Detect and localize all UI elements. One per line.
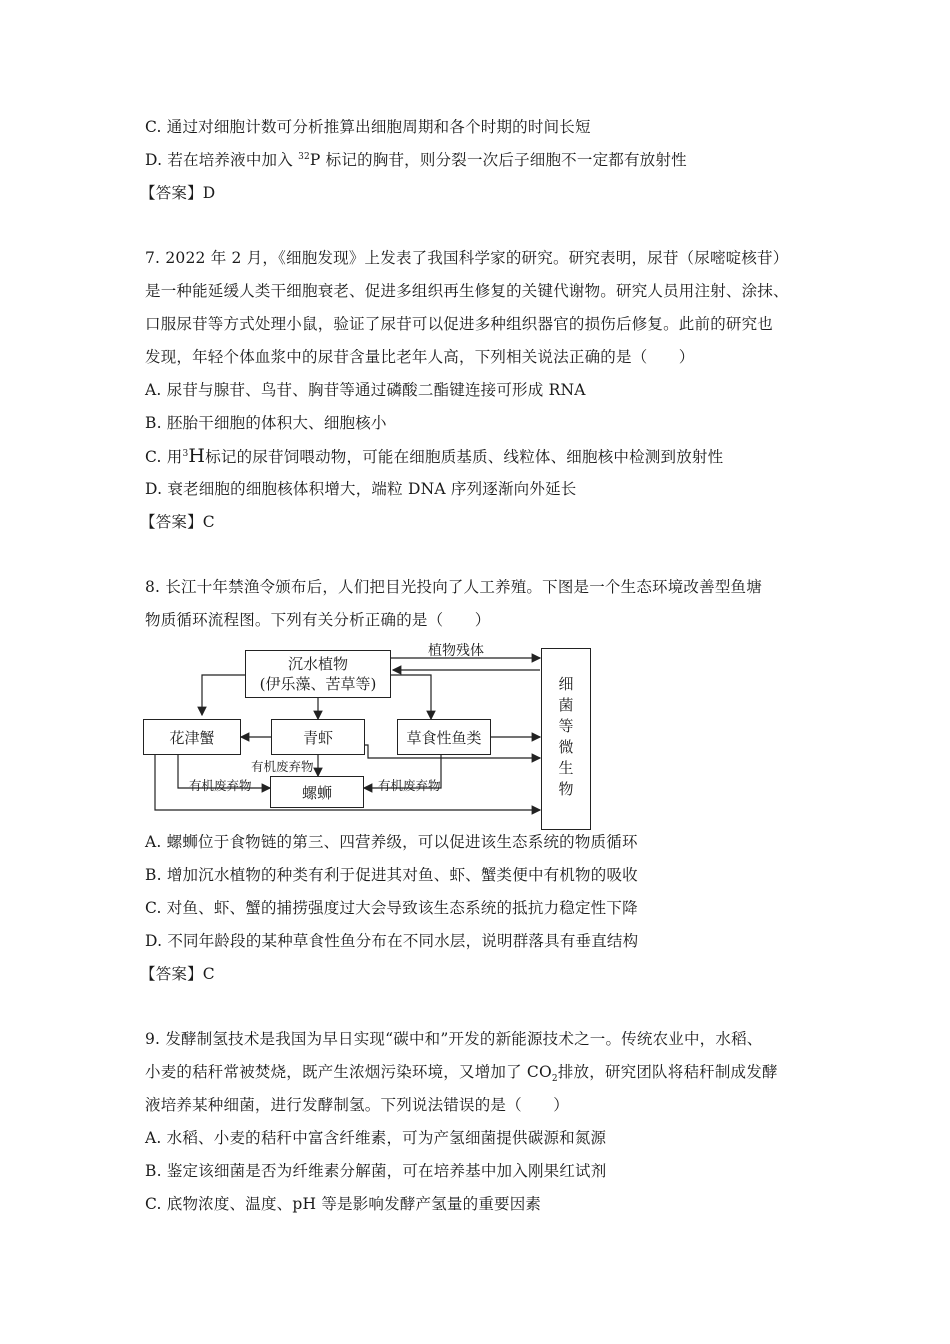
- plants-label-line1: 沉水植物: [287, 655, 348, 673]
- q7-option-d: D. 衰老细胞的细胞核体积增大，端粒 DNA 序列逐渐向外延长: [145, 480, 577, 498]
- q7-stem-line4: 发现，年轻个体血浆中的尿苷含量比老年人高，下列相关说法正确的是（ ）: [145, 348, 695, 366]
- q8-option-d: D. 不同年龄段的某种草食性鱼分布在不同水层，说明群落具有垂直结构: [145, 932, 639, 950]
- q6-option-d-post: P 标记的胸苷，则分裂一次后子细胞不一定都有放射性: [309, 151, 687, 169]
- q9-stem-line2-pre: 小麦的秸秆常被焚烧，既产生浓烟污染环境，又增加了 CO: [145, 1063, 552, 1081]
- q7-option-c-post: 标记的尿苷饲喂动物，可能在细胞质基质、线粒体、细胞核中检测到放射性: [205, 448, 724, 466]
- label-plant-residue: 植物残体: [428, 643, 484, 659]
- q9-option-c: C. 底物浓度、温度、pH 等是影响发酵产氢量的重要因素: [145, 1195, 542, 1213]
- q8-option-c: C. 对鱼、虾、蟹的捕捞强度过大会导致该生态系统的抵抗力稳定性下降: [145, 899, 638, 917]
- q7-option-c-h: H: [188, 445, 206, 467]
- q6-option-d: [145, 150, 687, 170]
- q7-option-c-sup: 3: [182, 448, 189, 459]
- q6-option-d-sup: 32: [298, 151, 310, 162]
- box-submerged-plants: [245, 650, 391, 698]
- q9-stem-line2-post: 排放，研究团队将秸秆制成发酵: [557, 1063, 778, 1081]
- label-waste-shrimp: 有机废弃物: [251, 759, 314, 774]
- box-snail: 螺蛳: [270, 776, 364, 808]
- q7-stem-line2: 是一种能延缓人类干细胞衰老、促进多组织再生修复的关键代谢物。研究人员用注射、涂抹、: [145, 282, 789, 300]
- q9-stem-line2-sub: 2: [551, 1074, 558, 1085]
- bacteria-label: 细菌等微生物: [556, 676, 575, 802]
- q6-option-d-pre: D. 若在培养液中加入: [145, 151, 299, 169]
- q9-stem-line2: [145, 1062, 778, 1085]
- q7-stem-line3: 口服尿苷等方式处理小鼠，验证了尿苷可以促进多种组织器官的损伤后修复。此前的研究也: [145, 315, 774, 333]
- q8-answer: 【答案】C: [140, 965, 215, 983]
- q9-option-a: A. 水稻、小麦的秸秆中富含纤维素，可为产氢细菌提供碳源和氮源: [145, 1129, 607, 1147]
- plants-label-line2: (伊乐藻、苦草等): [259, 675, 377, 693]
- box-shrimp: 青虾: [271, 719, 365, 755]
- label-waste-fish: 有机废弃物: [378, 778, 441, 793]
- q7-option-c-pre: C. 用: [145, 448, 183, 466]
- q7-answer: 【答案】C: [140, 513, 215, 531]
- label-waste-crab: 有机废弃物: [189, 778, 252, 793]
- q7-option-b: B. 胚胎干细胞的体积大、细胞核小: [145, 414, 387, 432]
- q9-stem-line3: 液培养某种细菌，进行发酵制氢。下列说法错误的是（ ）: [145, 1096, 569, 1114]
- q8-stem-line1: 8. 长江十年禁渔令颁布后，人们把目光投向了人工养殖。下图是一个生态环境改善型鱼塘: [145, 578, 762, 596]
- q8-stem-line2: 物质循环流程图。下列有关分析正确的是（ ）: [145, 611, 491, 629]
- material-cycle-diagram: [143, 640, 593, 840]
- box-herbivorous-fish: 草食性鱼类: [397, 719, 491, 755]
- box-bacteria: [541, 648, 591, 830]
- box-crab: 花津蟹: [143, 719, 241, 755]
- q6-option-c: C. 通过对细胞计数可分析推算出细胞周期和各个时期的时间长短: [145, 118, 591, 136]
- q8-option-a: A. 螺蛳位于食物链的第三、四营养级，可以促进该生态系统的物质循环: [145, 833, 638, 851]
- q9-stem-line1: 9. 发酵制氢技术是我国为早日实现“碳中和”开发的新能源技术之一。传统农业中，水稻、: [145, 1030, 763, 1048]
- q7-option-a: A. 尿苷与腺苷、鸟苷、胸苷等通过磷酸二酯键连接可形成 RNA: [145, 381, 586, 399]
- q6-answer: 【答案】D: [140, 184, 216, 202]
- q7-stem-line1: 7. 2022 年 2 月，《细胞发现》上发表了我国科学家的研究。研究表明，尿苷（尿嘧啶核苷）: [145, 249, 789, 267]
- q9-option-b: B. 鉴定该细菌是否为纤维素分解菌，可在培养基中加入刚果红试剂: [145, 1162, 607, 1180]
- q7-option-c: [145, 446, 723, 467]
- q8-option-b: B. 增加沉水植物的种类有利于促进其对鱼、虾、蟹类便中有机物的吸收: [145, 866, 638, 884]
